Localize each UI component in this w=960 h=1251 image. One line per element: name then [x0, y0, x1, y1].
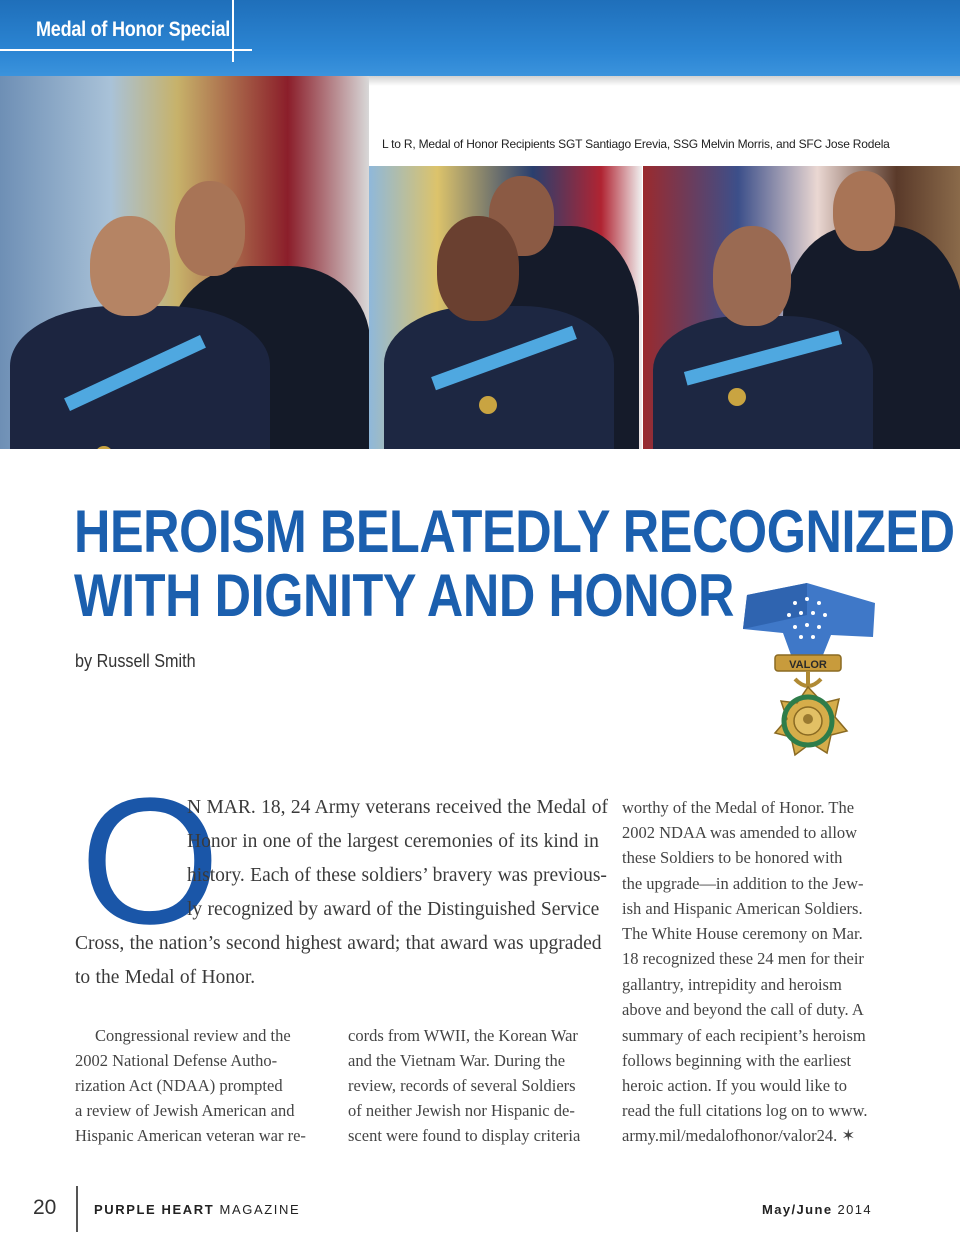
section-label: Medal of Honor Special — [36, 18, 231, 41]
column-3-line: The White House ceremony on Mar. — [622, 924, 863, 943]
footer-divider — [76, 1186, 78, 1232]
column-2-line: review, records of several Soldiers — [348, 1076, 576, 1095]
header-divider-horizontal — [0, 49, 252, 51]
column-3-line: read the full citations log on to www. — [622, 1101, 868, 1120]
column-3-line: ish and Hispanic American Soldiers. — [622, 899, 863, 918]
lead-line: Cross, the nation’s second highest award; that award was upgraded — [75, 933, 602, 954]
byline: by Russell Smith — [75, 651, 196, 671]
column-3-line: worthy of the Medal of Honor. The — [622, 798, 855, 817]
medal-of-honor-icon — [735, 575, 880, 775]
column-1-line: 2002 National Defense Autho- — [75, 1051, 278, 1070]
column-1-line: Congressional review and the — [95, 1026, 291, 1045]
column-3-line: above and beyond the call of duty. A — [622, 1000, 864, 1019]
issue-date — [762, 1202, 872, 1217]
lead-line: ly recognized by award of the Distinguished Service — [187, 899, 600, 920]
magazine-name-bold: PURPLE HEART — [94, 1202, 215, 1217]
photo-erevia — [0, 76, 369, 449]
column-3-line: the upgrade—in addition to the Jew- — [622, 874, 864, 893]
photo-caption: L to R, Medal of Honor Recipients SGT Santiago Erevia, SSG Melvin Morris, and SFC Jose Rodela — [382, 137, 890, 151]
photo-morris — [369, 166, 642, 449]
column-3-line: summary of each recipient’s heroism — [622, 1026, 866, 1045]
column-2-line: and the Vietnam War. During the — [348, 1051, 566, 1070]
column-2-line: of neither Jewish nor Hispanic de- — [348, 1101, 575, 1120]
lead-line: Honor in one of the largest ceremonies of its kind in — [187, 831, 599, 852]
column-3-line: gallantry, intrepidity and heroism — [622, 975, 842, 994]
lead-line: history. Each of these soldiers’ bravery was previous- — [187, 865, 607, 886]
column-2-line: cords from WWII, the Korean War — [348, 1026, 578, 1045]
page-number: 20 — [33, 1196, 57, 1219]
column-1-line: a review of Jewish American and — [75, 1101, 295, 1120]
column-3-line: these Soldiers to be honored with — [622, 848, 843, 867]
column-2-line: scent were found to display criteria — [348, 1126, 581, 1145]
column-3-line: follows beginning with the earliest — [622, 1051, 852, 1070]
issue-month: May/June — [762, 1202, 833, 1217]
headline-line-2: WITH DIGNITY AND HONOR — [74, 562, 734, 629]
lead-line: to the Medal of Honor. — [75, 967, 256, 988]
magazine-name-rest: MAGAZINE — [214, 1202, 301, 1217]
magazine-name — [94, 1202, 300, 1217]
lead-line: N MAR. 18, 24 Army veterans received the Medal of — [187, 797, 608, 818]
issue-year: 2014 — [832, 1202, 872, 1217]
photo-rodela — [643, 166, 960, 449]
column-1-line: Hispanic American veteran war re- — [75, 1126, 306, 1145]
column-1-line: rization Act (NDAA) prompted — [75, 1076, 283, 1095]
headline-line-1: HEROISM BELATEDLY RECOGNIZED — [74, 498, 955, 565]
header-divider-vertical — [232, 0, 234, 62]
drop-cap: O — [80, 761, 221, 962]
svg-text:VALOR: VALOR — [789, 659, 827, 671]
column-3-line: 18 recognized these 24 men for their — [622, 949, 864, 968]
column-3-line: heroic action. If you would like to — [622, 1076, 847, 1095]
column-3-line: army.mil/medalofhonor/valor24. ✶ — [622, 1126, 856, 1145]
column-3-line: 2002 NDAA was amended to allow — [622, 823, 858, 842]
